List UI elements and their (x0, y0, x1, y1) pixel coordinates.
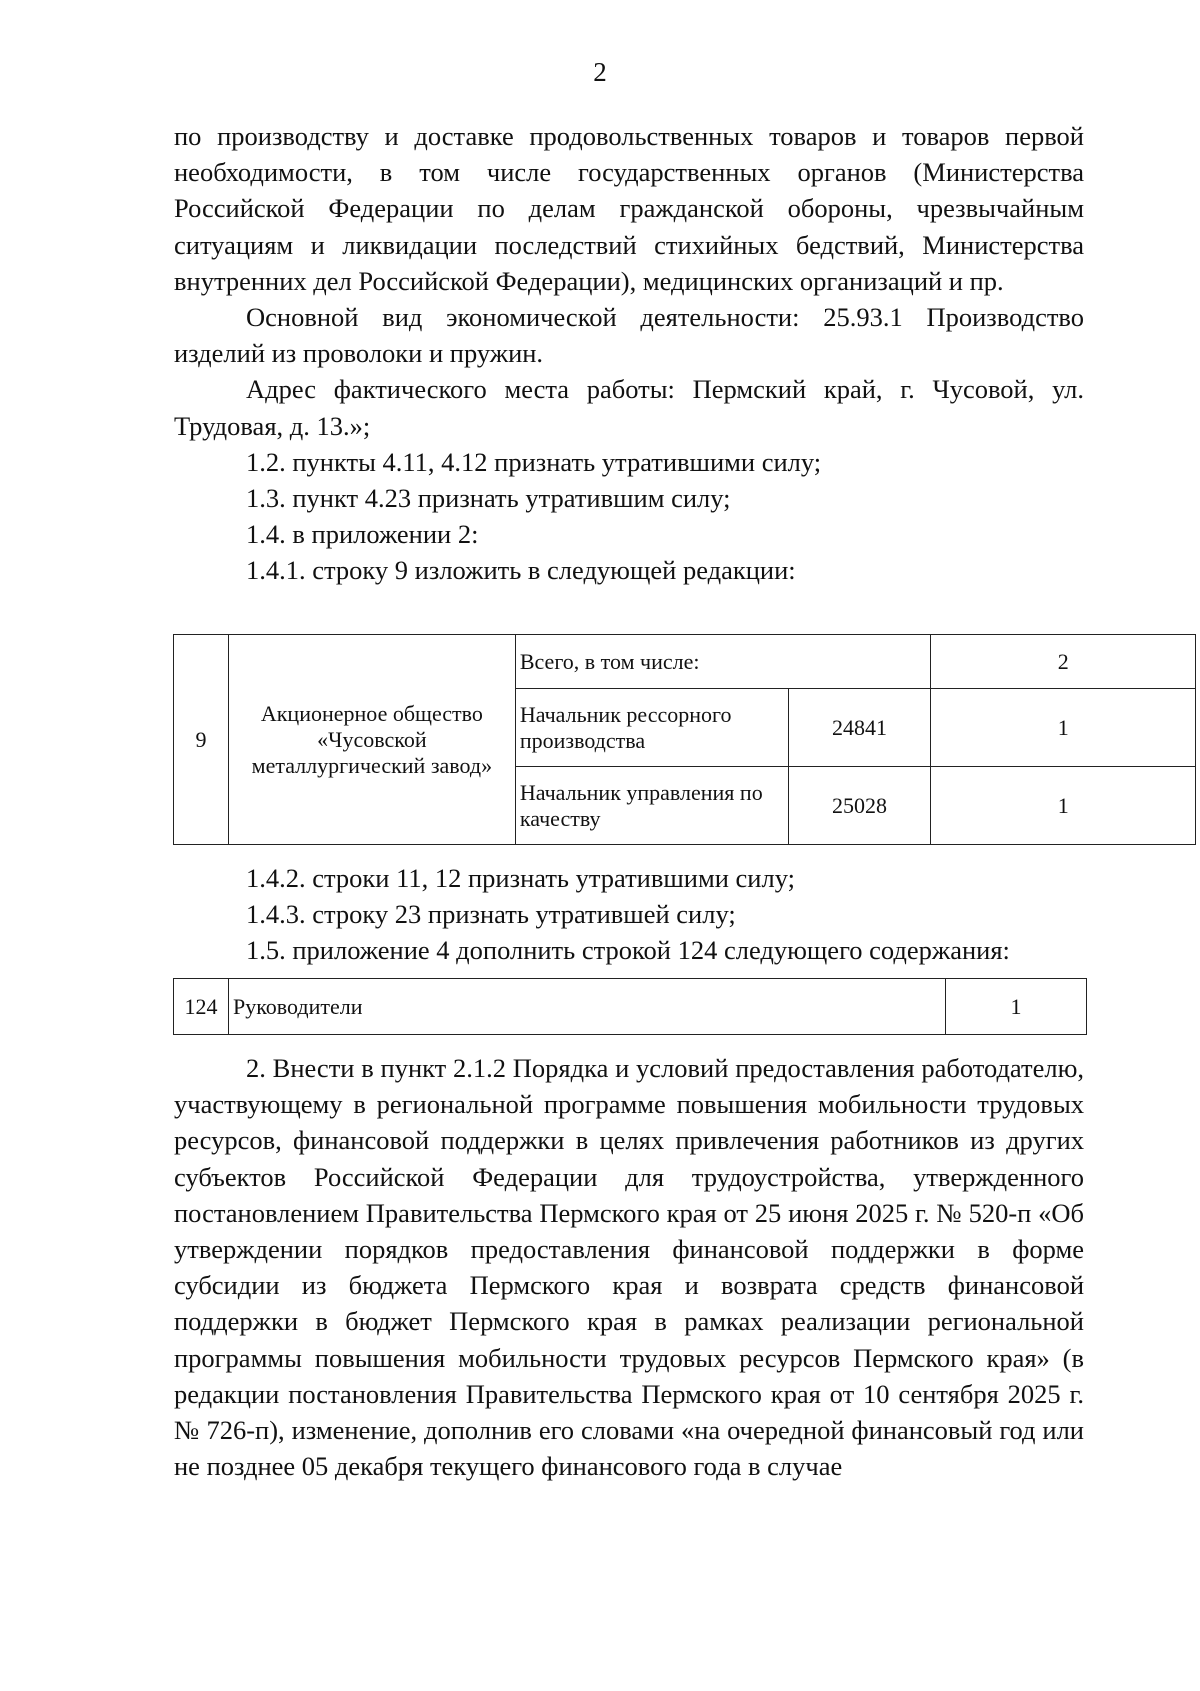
section-2-block (174, 1050, 1084, 1484)
clause-1-4-3: 1.4.3. строку 23 признать утратившей силу; (246, 899, 736, 930)
organization-name: Акционерное общество «Чусовской металлургический завод» (251, 700, 493, 778)
intro-paragraph-1: по производству и доставке продовольственных товаров и товаров первой необходимости, в том числе государственных органов (Министерства Российской Федерации по делам гражданской обороны, чрезвычайным ситуациям и ликвидации последствий стихийных бедствий, Министерства внутренних дел Российской Федерации), медицинских организаций и пр. (174, 121, 1084, 296)
section-2-paragraph: 2. Внести в пункт 2.1.2 Порядка и условий предоставления работодателю, участвующему в региональной программе повышения мобильности трудовых ресурсов, финансовой поддержки в целях привлечения работников из других субъектов Российской Федерации для трудоустройства, утвержденного постановлением Правительства Пермского края от 25 июня 2025 г. № 520-п «Об утверждении порядков предоставления финансовой поддержки в форме субсидии из бюджета Пермского края и возврата средств финансовой поддержки в бюджет Пермского края в рамках реализации региональной программы повышения мобильности трудовых ресурсов Пермского края» (в редакции постановления Правительства Пермского края от 10 сентября 2025 г. № 726-п), изменение, дополнив его словами «на очередной финансовый год или не позднее 05 декабря текущего финансового года в случае (174, 1053, 1084, 1482)
clause-1-4: 1.4. в приложении 2: (246, 519, 479, 550)
count-cell: 1 (946, 979, 1087, 1035)
table-row-124 (173, 978, 1087, 1035)
table-row-9 (173, 634, 1196, 845)
middle-block (174, 860, 1084, 969)
table-row (174, 979, 1087, 1035)
total-label-cell: Всего, в том числе: (515, 635, 931, 689)
intro-paragraph-activity: Основной вид экономической деятельности: 25.93.1 Производство изделий из проволоки и пружин. (174, 302, 1084, 369)
clause-1-3: 1.3. пункт 4.23 признать утратившим силу; (246, 483, 731, 514)
position-cell: Начальник управления по качеству (515, 767, 788, 845)
page-number: 2 (593, 57, 607, 87)
row-number-cell: 124 (174, 979, 229, 1035)
count-cell: 1 (931, 767, 1196, 845)
clause-1-4-2: 1.4.2. строки 11, 12 признать утратившими силу; (246, 863, 795, 893)
count-cell: 1 (931, 689, 1196, 767)
clause-1-4-1: 1.4.1. строку 9 изложить в следующей редакции: (246, 555, 796, 586)
row-number-cell: 9 (174, 635, 229, 845)
position-cell: Руководители (229, 979, 946, 1035)
organization-cell (228, 635, 515, 845)
total-count-cell: 2 (931, 635, 1196, 689)
intro-paragraph-address: Адрес фактического места работы: Пермский край, г. Чусовой, ул. Трудовая, д. 13.»; (174, 374, 1084, 441)
code-cell: 24841 (788, 689, 931, 767)
clause-1-2: 1.2. пункты 4.11, 4.12 признать утратившими силу; (246, 446, 822, 477)
code-cell: 25028 (788, 767, 931, 845)
table-row (174, 635, 1196, 689)
clause-1-5: 1.5. приложение 4 дополнить строкой 124 следующего содержания: (246, 935, 1010, 966)
intro-block (174, 118, 1084, 589)
position-cell: Начальник рессорного производства (515, 689, 788, 767)
